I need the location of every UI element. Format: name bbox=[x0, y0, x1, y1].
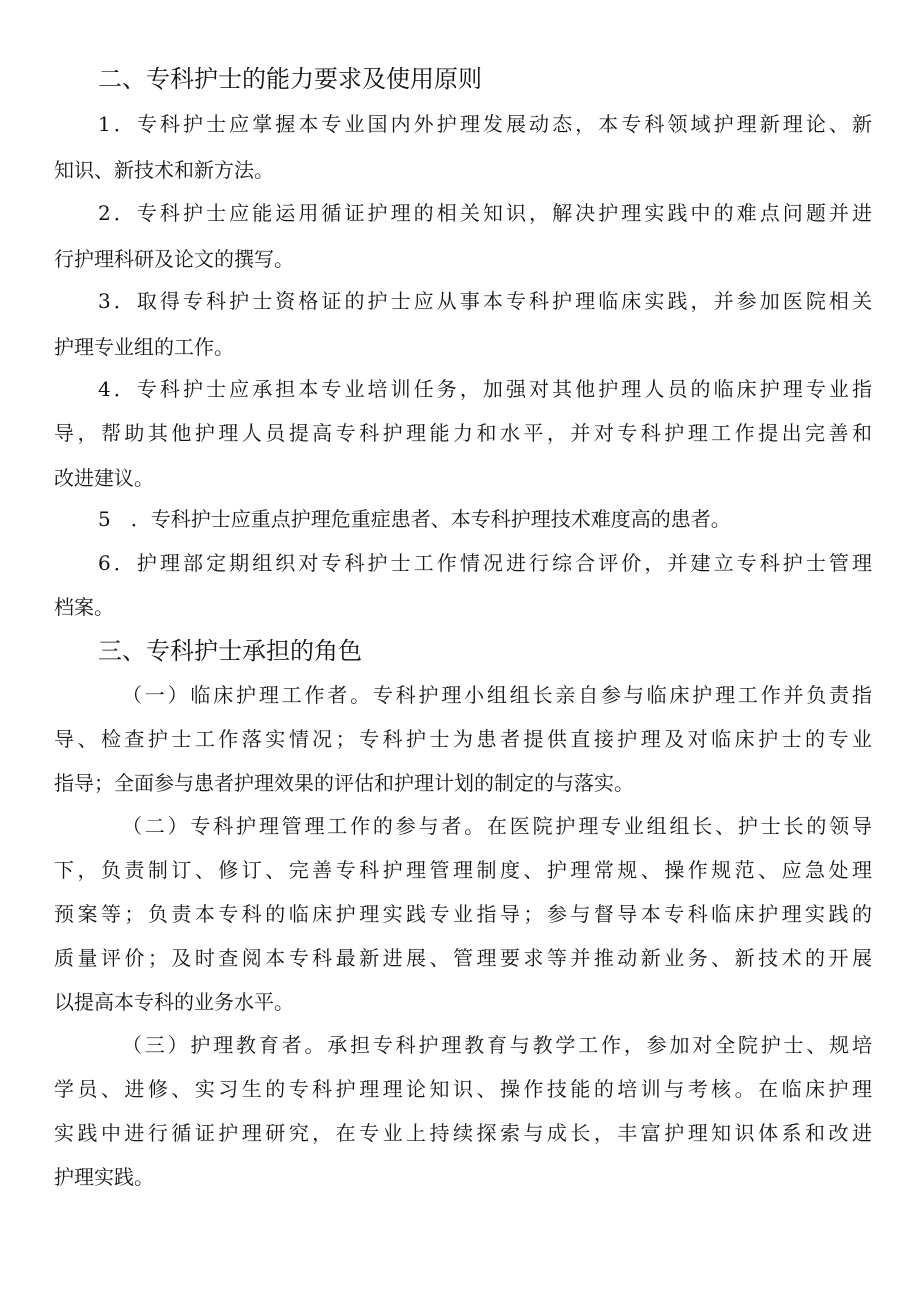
role-2-line-4: 质量评价；及时查阅本专科最新进展、管理要求等并推动新业务、新技术的开展 bbox=[54, 946, 872, 970]
role-3-line-1: （三）护理教育者。承担专科护理教育与教学工作，参加对全院护士、规培 bbox=[122, 1033, 872, 1057]
item-5-line-1: 5 ．专科护士应重点护理危重症患者、本专科护理技术难度高的患者。 bbox=[98, 507, 731, 531]
role-3-line-4: 护理实践。 bbox=[54, 1165, 154, 1189]
role-3-line-2: 学员、进修、实习生的专科护理理论知识、操作技能的培训与考核。在临床护理 bbox=[54, 1077, 872, 1101]
section-3-heading: 三、专科护士承担的角色 bbox=[98, 637, 362, 665]
item-3-line-2: 护理专业组的工作。 bbox=[54, 335, 234, 359]
role-1-line-3: 指导；全面参与患者护理效果的评估和护理计划的制定的与落实。 bbox=[54, 771, 634, 795]
role-2-line-1: （二）专科护理管理工作的参与者。在医院护理专业组组长、护士长的领导 bbox=[122, 814, 872, 838]
role-2-line-3: 预案等；负责本专科的临床护理实践专业指导；参与督导本专科临床护理实践的 bbox=[54, 902, 872, 926]
item-4-line-2: 导，帮助其他护理人员提高专科护理能力和水平，并对专科护理工作提出完善和 bbox=[54, 421, 872, 445]
item-4-line-3: 改进建议。 bbox=[54, 466, 154, 490]
item-6-line-1: 6．护理部定期组织对专科护士工作情况进行综合评价，并建立专科护士管理 bbox=[98, 551, 872, 575]
section-2-heading: 二、专科护士的能力要求及使用原则 bbox=[98, 65, 482, 93]
role-1-line-1: （一）临床护理工作者。专科护理小组组长亲自参与临床护理工作并负责指 bbox=[122, 683, 872, 707]
item-2-line-2: 行护理科研及论文的撰写。 bbox=[54, 247, 294, 271]
item-2-line-1: 2．专科护士应能运用循证护理的相关知识，解决护理实践中的难点问题并进 bbox=[98, 201, 872, 225]
item-1-line-1: 1．专科护士应掌握本专业国内外护理发展动态，本专科领域护理新理论、新 bbox=[98, 112, 872, 136]
item-1-line-2: 知识、新技术和新方法。 bbox=[54, 158, 274, 182]
item-3-line-1: 3．取得专科护士资格证的护士应从事本专科护理临床实践，并参加医院相关 bbox=[98, 289, 872, 313]
item-6-line-2: 档案。 bbox=[54, 595, 114, 619]
role-2-line-2: 下，负责制订、修订、完善专科护理管理制度、护理常规、操作规范、应急处理 bbox=[54, 858, 872, 882]
role-3-line-3: 实践中进行循证护理研究，在专业上持续探索与成长，丰富护理知识体系和改进 bbox=[54, 1121, 872, 1145]
role-1-line-2: 导、检查护士工作落实情况；专科护士为患者提供直接护理及对临床护士的专业 bbox=[54, 727, 872, 751]
item-4-line-1: 4．专科护士应承担本专业培训任务，加强对其他护理人员的临床护理专业指 bbox=[98, 377, 872, 401]
role-2-line-5: 以提高本专科的业务水平。 bbox=[54, 990, 294, 1014]
